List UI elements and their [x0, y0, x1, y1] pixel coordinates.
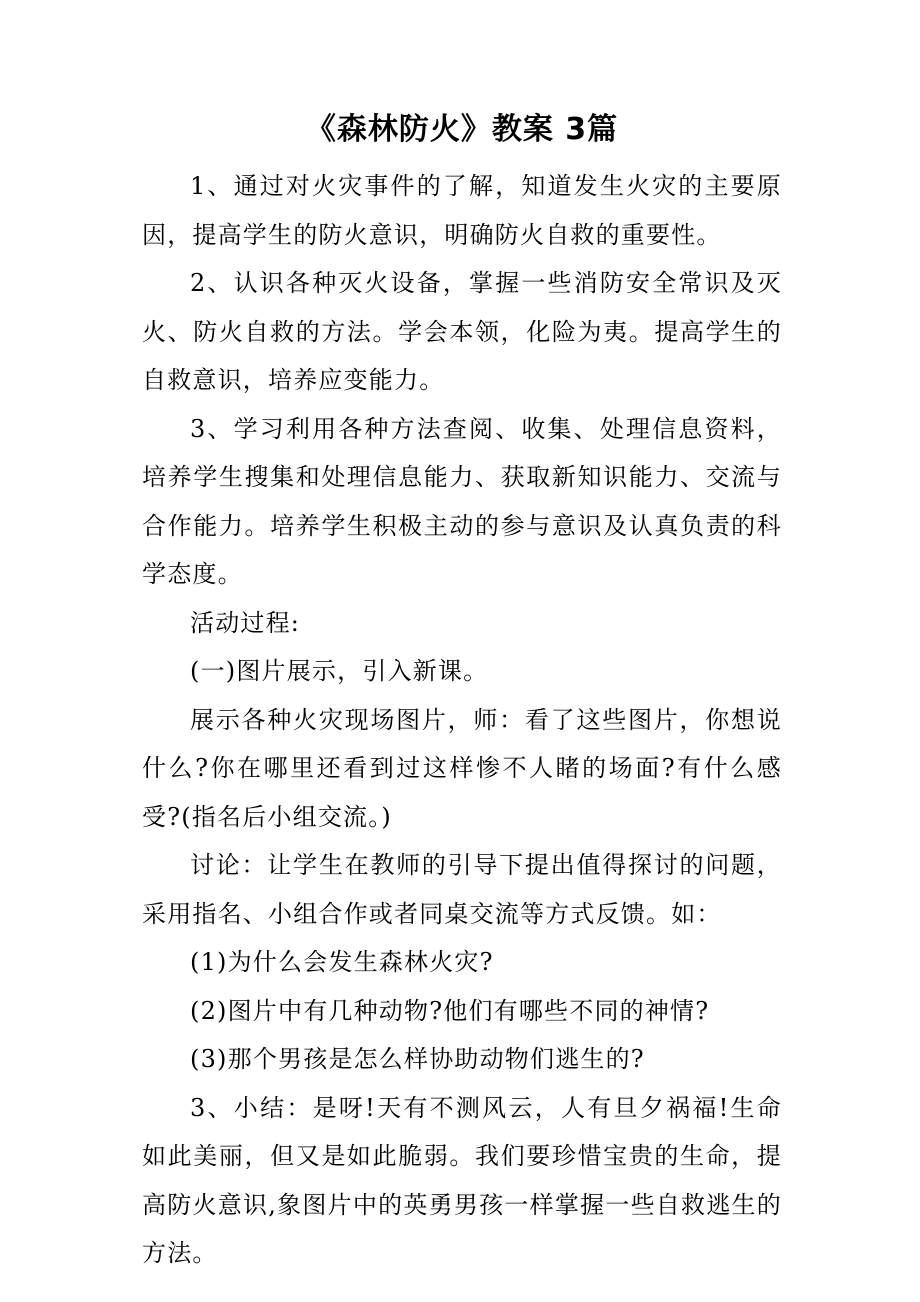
paragraph-question-3: (3)那个男孩是怎么样协助动物们逃生的?	[190, 1045, 645, 1073]
paragraph-discussion: 讨论：让学生在教师的引导下提出值得探讨的问题，采用指名、小组合作或者同桌交流等方式反馈。如：	[142, 851, 782, 928]
paragraph-summary: 3、小结：是呀!天有不测风云，人有旦夕祸福!生命如此美丽，但又是如此脆弱。我们要珍惜宝贵的生命，提高防火意识,象图片中的英勇男孩一样掌握一些自救逃生的方法。	[142, 1093, 782, 1267]
paragraph-question-2: (2)图片中有几种动物?他们有哪些不同的神情?	[190, 996, 710, 1025]
paragraph-activity-heading: 活动过程:	[190, 608, 301, 637]
paragraph-section-1: (一)图片展示，引入新课。	[190, 657, 489, 685]
document-body	[142, 162, 782, 1278]
paragraph-objective-1: 1、通过对火灾事件的了解，知道发生火灾的主要原因，提高学生的防火意识，明确防火自救的重要性。	[142, 172, 782, 249]
paragraph-picture-display: 展示各种火灾现场图片，师：看了这些图片，你想说什么?你在哪里还看到过这样惨不人睹的场面?有什么感受?(指名后小组交流。)	[142, 705, 782, 831]
paragraph-objective-3: 3、学习利用各种方法查阅、收集、处理信息资料，培养学生搜集和处理信息能力、获取新知识能力、交流与合作能力。培养学生积极主动的参与意识及认真负责的科学态度。	[142, 414, 782, 588]
document-title: 《森林防火》教案 3篇	[305, 112, 619, 147]
paragraph-objective-2: 2、认识各种灭火设备，掌握一些消防安全常识及灭火、防火自救的方法。学会本领，化险为夷。提高学生的自救意识，培养应变能力。	[142, 269, 782, 394]
paragraph-question-1: (1)为什么会发生森林火灾?	[190, 948, 494, 976]
